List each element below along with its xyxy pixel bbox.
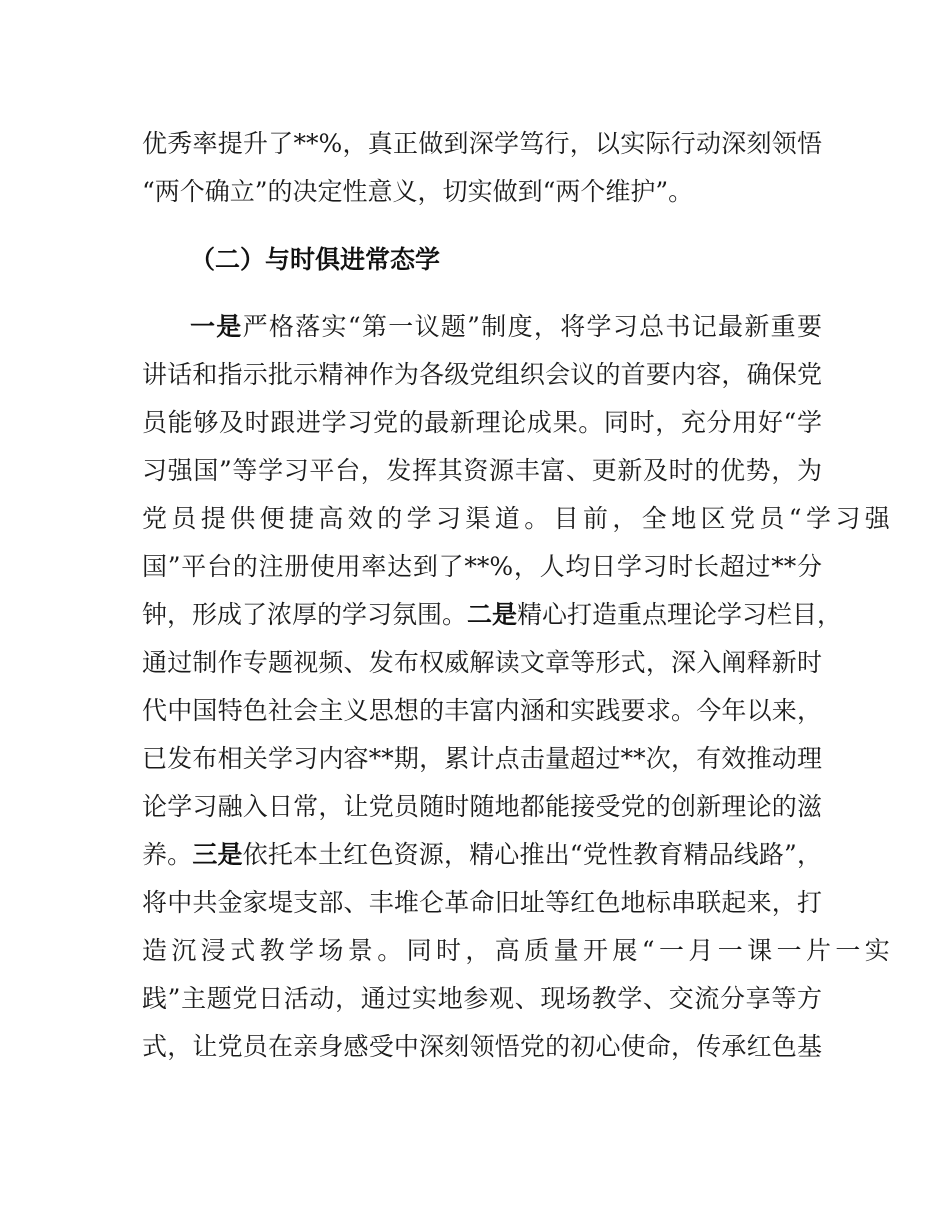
paragraph-2-line-9: 代中国特色社会主义思想的丰富内涵和实践要求。今年以来， xyxy=(142,696,822,725)
paragraph-2-line-15: 践”主题党日活动，通过实地参观、现场教学、交流分享等方 xyxy=(142,984,822,1013)
paragraph-2-line-12 xyxy=(142,835,822,875)
paragraph-2-line-7 xyxy=(142,595,843,635)
paragraph-2-line-5: 党员提供便捷高效的学习渠道。目前，全地区党员“学习强 xyxy=(142,504,895,533)
point-three-text: 依托本土红色资源，精心推出“党性教育精品线路”， xyxy=(242,840,822,869)
paragraph-2-line-14: 造沉浸式教学场景。同时，高质量开展“一月一课一片一实 xyxy=(142,936,895,965)
point-one-closing: 钟，形成了浓厚的学习氛围。 xyxy=(142,600,468,629)
paragraph-2-line-13: 将中共金家堤支部、丰堆仑革命旧址等红色地标串联起来，打 xyxy=(142,888,822,917)
paragraph-2-line-4: 习强国”等学习平台，发挥其资源丰富、更新及时的优势，为 xyxy=(142,456,822,485)
paragraph-2-line-1 xyxy=(190,307,822,347)
point-one-lead: 一是 xyxy=(190,312,243,341)
paragraph-2-line-6: 国”平台的注册使用率达到了**%，人均日学习时长超过**分 xyxy=(142,552,822,581)
section-heading: （二）与时俱进常态学 xyxy=(190,245,441,274)
paragraph-2-line-3: 员能够及时跟进学习党的最新理论成果。同时，充分用好“学 xyxy=(142,408,822,437)
point-three-lead: 三是 xyxy=(192,840,243,869)
paragraph-2-line-8: 通过制作专题视频、发布权威解读文章等形式，深入阐释新时 xyxy=(142,648,822,677)
point-two-lead: 二是 xyxy=(467,600,518,629)
paragraph-2-line-11: 论学习融入日常，让党员随时随地都能接受党的创新理论的滋 xyxy=(142,792,822,821)
point-two-text: 精心打造重点理论学习栏目， xyxy=(517,600,843,629)
paragraph-1-line-1: 优秀率提升了**%，真正做到深学笃行，以实际行动深刻领悟 xyxy=(142,129,822,158)
paragraph-2-line-16: 式，让党员在亲身感受中深刻领悟党的初心使命，传承红色基 xyxy=(142,1032,822,1061)
paragraph-1-line-2: “两个确立”的决定性意义，切实做到“两个维护”。 xyxy=(142,177,694,206)
point-two-closing: 养。 xyxy=(142,840,193,869)
point-one-text: 严格落实“第一议题”制度，将学习总书记最新重要 xyxy=(242,312,822,341)
paragraph-2-line-2: 讲话和指示批示精神作为各级党组织会议的首要内容，确保党 xyxy=(142,360,822,389)
paragraph-2-line-10: 已发布相关学习内容**期，累计点击量超过**次，有效推动理 xyxy=(142,744,822,773)
